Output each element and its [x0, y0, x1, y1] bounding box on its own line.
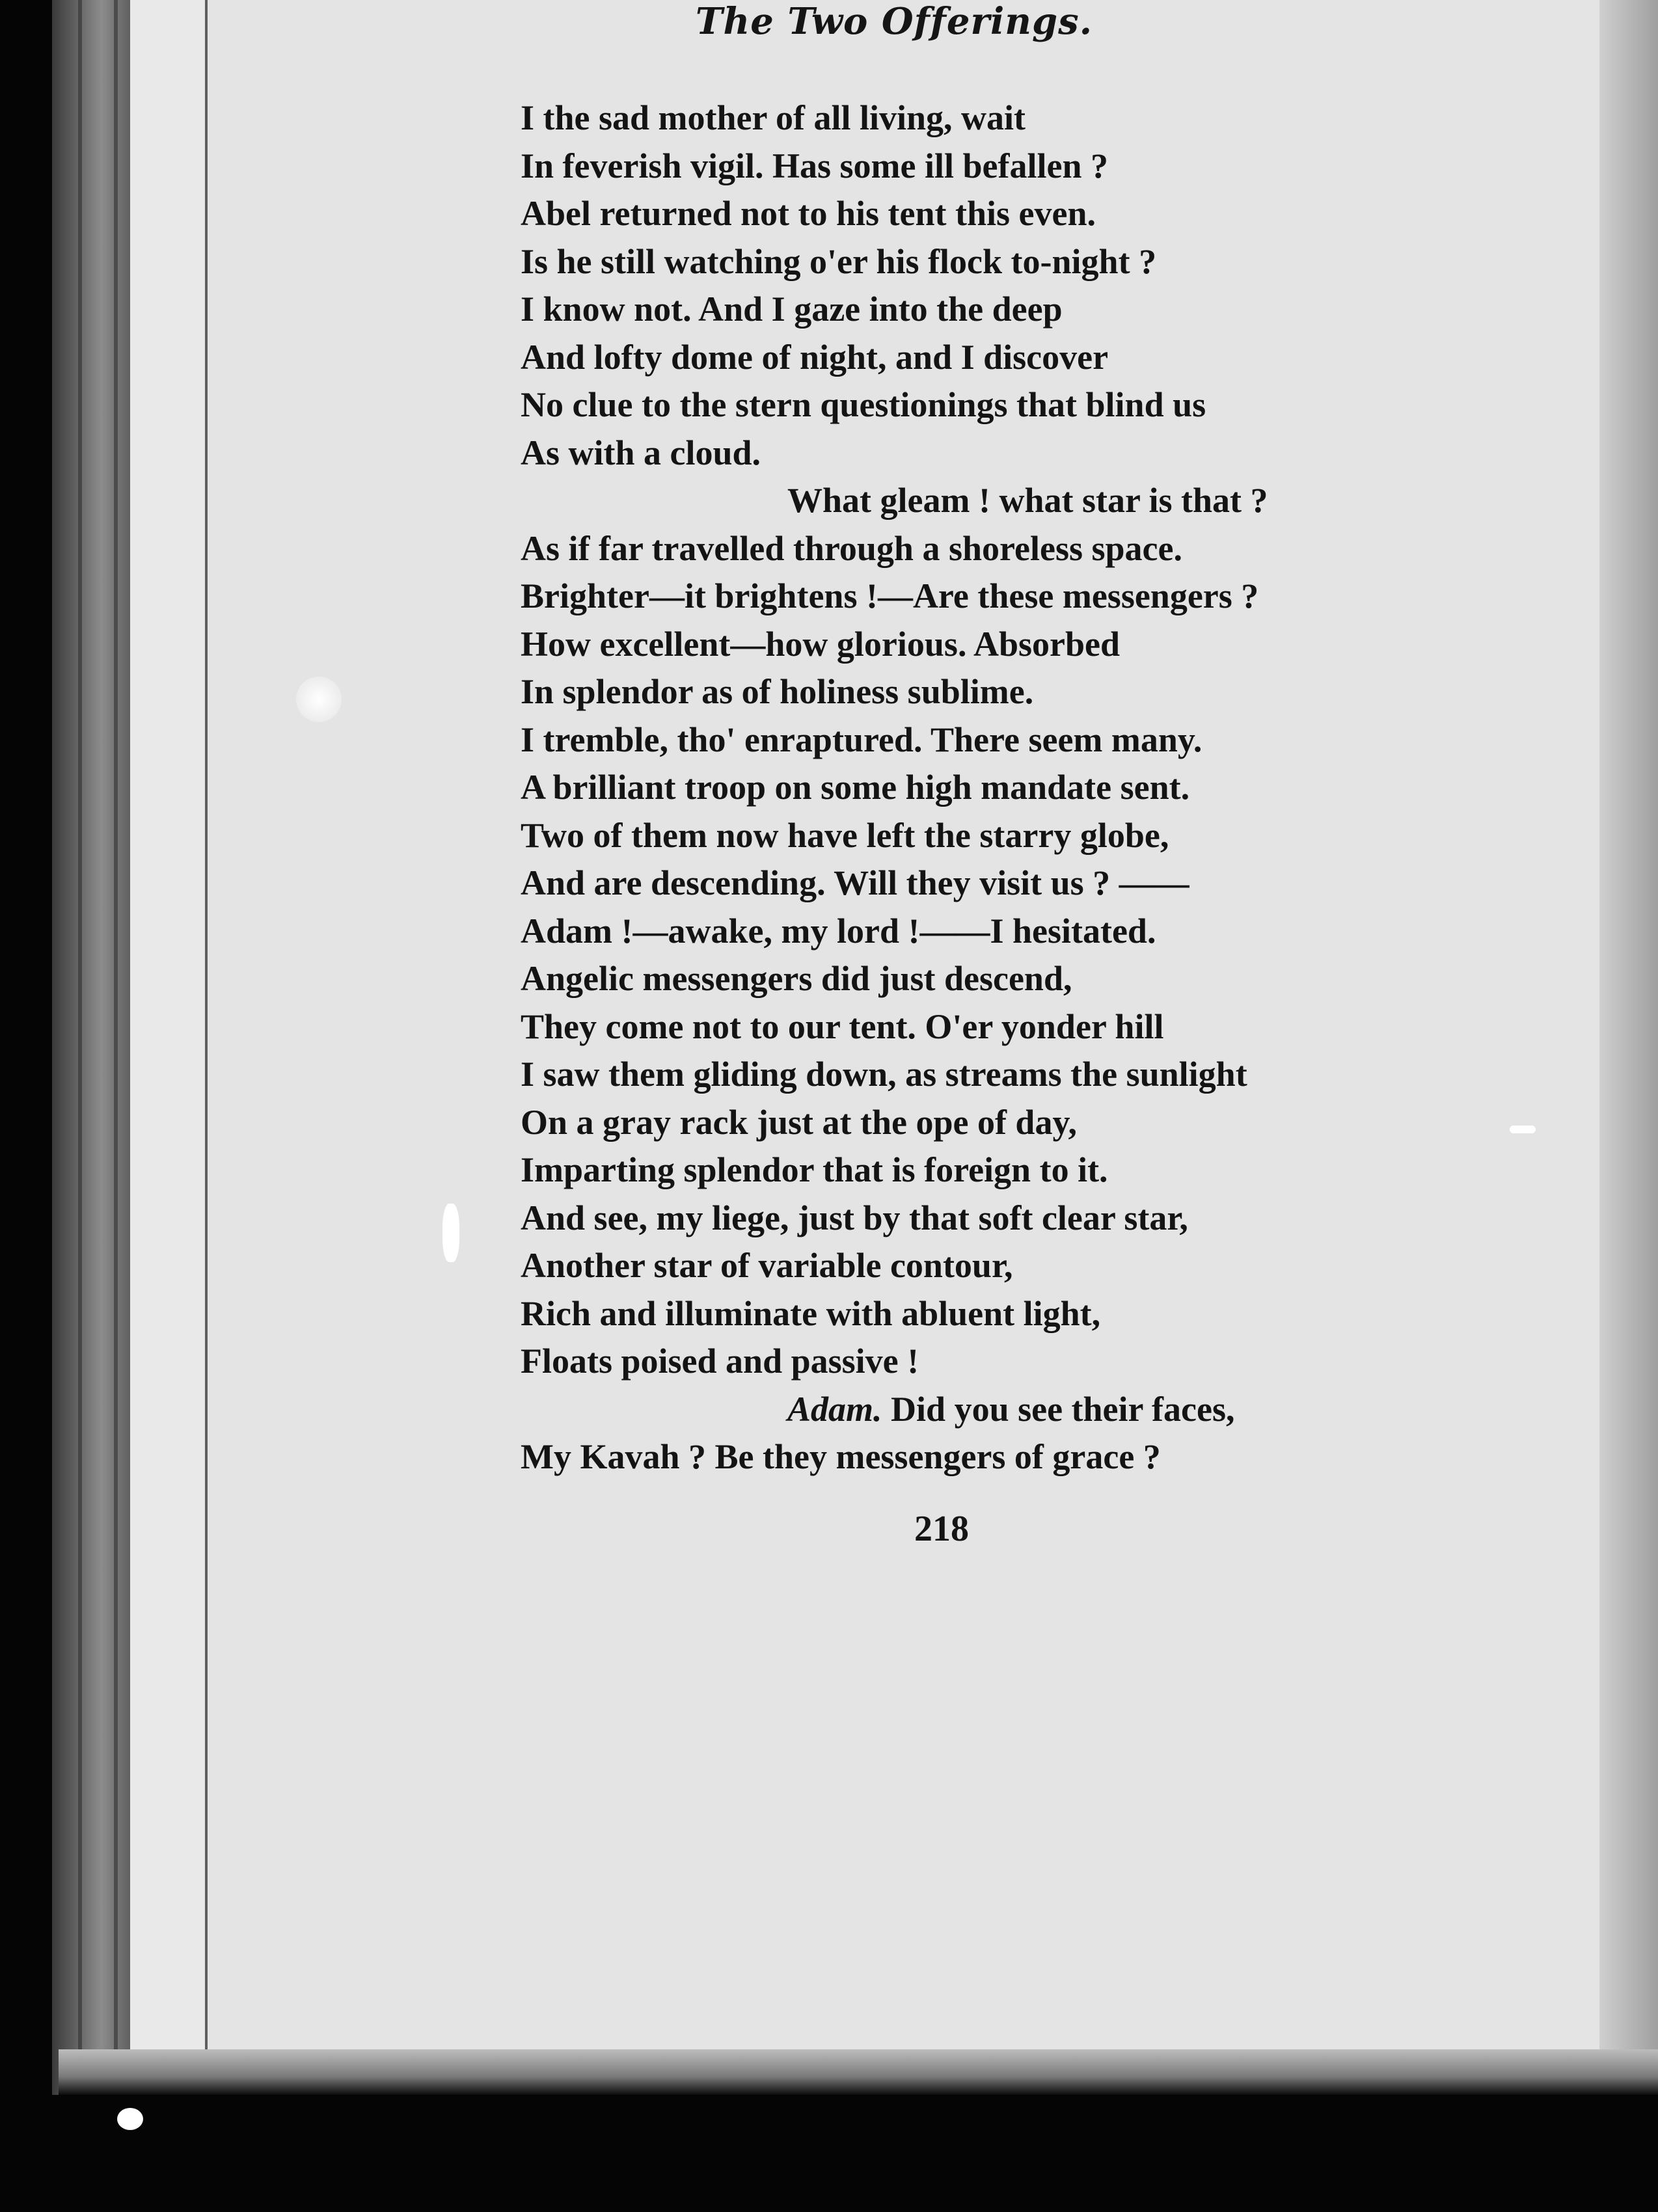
poem-line: Imparting splendor that is foreign to it. [521, 1150, 1108, 1189]
speech-line: My Kavah ? Be they messengers of grace ? [521, 1437, 1161, 1476]
poem-line: On a gray rack just at the ope of day, [521, 1102, 1077, 1142]
scan-speck [296, 677, 342, 722]
poem-line: A brilliant troop on some high mandate sent. [521, 768, 1190, 807]
page-right-edge [1599, 0, 1658, 2069]
poem-line: As with a cloud. [521, 433, 761, 472]
poem-line: Rich and illuminate with abluent light, [521, 1293, 1101, 1333]
poem-line: I the sad mother of all living, wait [521, 98, 1026, 137]
running-head: The Two Offerings. [695, 0, 1093, 43]
poem-line: How excellent—how glorious. Absorbed [521, 624, 1121, 664]
poem-line: They come not to our tent. O'er yonder hill [521, 1006, 1164, 1046]
poem-line: And see, my liege, just by that soft clear star, [521, 1198, 1188, 1237]
poem-line: In splendor as of holiness sublime. [521, 672, 1034, 711]
poem-line: And lofty dome of night, and I discover [521, 337, 1109, 377]
speech-line [521, 1386, 1268, 1434]
poem-line: I tremble, tho' enraptured. There seem many. [521, 720, 1203, 759]
page-bottom-shadow [59, 2049, 1658, 2095]
poem-line: Is he still watching o'er his flock to-night ? [521, 241, 1157, 281]
scan-speck [117, 2108, 143, 2130]
poem-line: In feverish vigil. Has some ill befallen ? [521, 146, 1108, 185]
poem-line: Two of them now have left the starry globe, [521, 815, 1169, 855]
poem-line: I saw them gliding down, as streams the sunlight [521, 1055, 1247, 1094]
poem-line: I know not. And I gaze into the deep [521, 290, 1063, 329]
speech-text: Did you see their faces, [891, 1389, 1235, 1429]
poem-line: And are descending. Will they visit us ? —— [521, 863, 1189, 902]
poem-line: As if far travelled through a shoreless space. [521, 528, 1182, 568]
poem-line: Abel returned not to his tent this even. [521, 194, 1096, 233]
poem-line: Another star of variable contour, [521, 1246, 1013, 1285]
page-number: 218 [914, 1509, 969, 1549]
scan-speck [1510, 1126, 1536, 1133]
poem-line: Floats poised and passive ! [521, 1342, 919, 1381]
poem-text [521, 94, 1268, 1481]
poem-line: What gleam ! what star is that ? [787, 481, 1268, 520]
poem-line: Angelic messengers did just descend, [521, 959, 1072, 998]
poem-line: No clue to the stern questionings that blind us [521, 385, 1206, 424]
poem-line: Brighter—it brightens !—Are these messengers ? [521, 576, 1259, 615]
speaker-name: Adam. [787, 1389, 882, 1429]
scan-speck [442, 1204, 459, 1262]
poem-line: Adam !—awake, my lord !——I hesitated. [521, 911, 1156, 951]
